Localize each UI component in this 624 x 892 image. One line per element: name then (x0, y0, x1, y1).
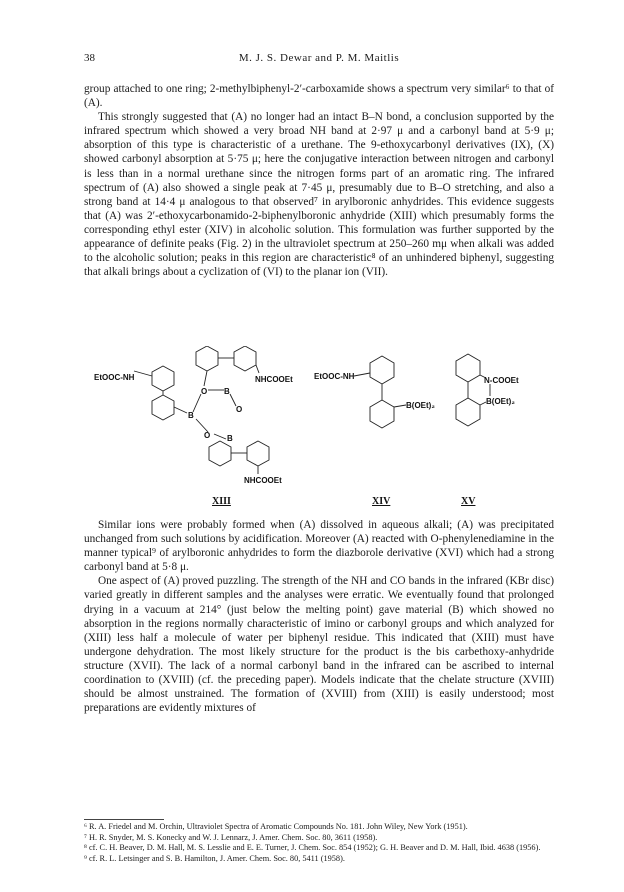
paragraph: One aspect of (A) proved puzzling. The strength of the NH and CO bands in the infrared (KBr disc) varied greatly in different samples and the analyses were erratic. We eventually found that prolonged drying in a vacuum at 214° (just below the melting point) gave material (B) which showed no absorption in the regions normally characteristic of imino or carbonyl groups and which analyzed for (XIII) less half a molecule of water per biphenyl residue. This indicated that (XIII) must have undergone dehydration. The most likely structure for the product is the bis carbethoxy-anhydride structure (XVII). The lack of a normal carbonyl band in the infrared can be ascribed to internal coordination to (XVIII) (cf. the preceding paper). Models indicate that the chelate structure (XVIII) should be almost unstrained. The formation of (XVIII) from (XIII) is easily understood; most preparations are evidently mixtures of (84, 575, 554, 715)
label-o: O (201, 387, 208, 396)
benzene-ring (247, 441, 269, 466)
benzene-ring (196, 346, 218, 371)
label-o: O (204, 431, 211, 440)
body-text-top (84, 82, 554, 279)
structure-figure (84, 346, 554, 508)
footnote: ⁸ cf. C. H. Beaver, D. M. Hall, M. S. Lesslie and E. E. Turner, J. Chem. Soc. 854 (1952); G. H. Beaver and D. M. Hall, Ibid. 4638 (1956). (84, 843, 541, 853)
footnote: ⁶ R. A. Friedel and M. Orchin, Ultraviolet Spectra of Aromatic Compounds No. 181. John Wiley, New York (1951). (84, 822, 468, 831)
running-authors: M. J. S. Dewar and P. M. Maitlis (238, 52, 400, 64)
benzene-ring (209, 441, 231, 466)
label-etooc-nh: EtOOC-NH (94, 373, 135, 382)
benzene-ring (152, 366, 174, 391)
label-nhcooet: NHCOOEt (244, 476, 282, 485)
running-header (84, 52, 554, 68)
compound-number-xiii: XIII (212, 496, 231, 507)
benzene-ring (152, 395, 174, 420)
footnote: ⁹ cf. R. L. Letsinger and S. B. Hamilton, J. Amer. Chem. Soc. 80, 5411 (1958). (84, 853, 345, 863)
label-boet2: B(OEt)₂ (406, 401, 435, 410)
label-o: O (236, 405, 243, 414)
paragraph: group attached to one ring; 2-methylbiphenyl-2′-carboxamide shows a spectrum very similar⁶ to that of (A). (84, 83, 554, 110)
label-b-oet: B(OEt)₂ (486, 397, 515, 406)
label-nhcooet: NHCOOEt (255, 375, 293, 384)
benzene-ring (370, 356, 394, 384)
compound-xiv (354, 356, 406, 428)
footnotes (84, 822, 554, 864)
compound-number-xv: XV (461, 496, 476, 507)
page-number: 38 (84, 52, 95, 64)
label-b: B (227, 434, 233, 443)
paragraph: This strongly suggested that (A) no longer had an intact B–N bond, a conclusion supported by the infrared spectrum which showed a very broad NH band at 2·97 μ and a carbonyl band at 5·9 μ; absorption of this type is characteristic of a urethane. The 9-ethoxycarbonyl derivatives (IX), (X) showed carbonyl absorption at 5·75 μ; here the conjugative interaction between nitrogen and carbonyl is less than in a normal urethane since the nitrogen forms part of an aromatic ring. The infrared spectrum of (A) also showed a single peak at 7·45 μ, presumably due to B–O stretching, and also a strong band at 14·4 μ analogous to that observed⁷ in arylboronic anhydrides. This evidence suggests that (A) was 2′-ethoxycarbonamido-2-biphenylboronic anhydride (XIII) which presumably forms the corresponding ethyl ester (XIV) in alcoholic solution. This formulation was further supported by the appearance of definite peaks (Fig. 2) in the ultraviolet spectrum at 250–260 mμ when alkali was added to the alcoholic solution; peaks in this region are characteristic⁸ of an unhindered biphenyl, suggesting that alkali brings about a cyclization of (VI) to the planar ion (VII). (84, 111, 554, 279)
label-n-cooet: N-COOEt (484, 376, 519, 385)
footnote: ⁷ H. R. Snyder, M. S. Konecky and W. J. Lennarz, J. Amer. Chem. Soc. 80, 3611 (1958). (84, 832, 378, 842)
label-b: B (224, 387, 230, 396)
compound-xv (456, 354, 490, 426)
benzene-ring (456, 354, 480, 382)
benzene-ring (370, 400, 394, 428)
label-b: B (188, 411, 194, 420)
body-text-bottom (84, 518, 554, 715)
compound-xiii (134, 346, 269, 474)
paragraph: Similar ions were probably formed when (A) dissolved in aqueous alkali; (A) was precipitated unchanged from such solutions by acidification. Moreover (A) reacted with O-phenylenediamine in the manner typical⁹ of arylboronic anhydrides to form the diazborole derivative (XVI) which had a strong carbonyl band at 5·8 μ. (84, 519, 554, 574)
label-etooc-nh: EtOOC-NH (314, 372, 355, 381)
compound-number-xiv: XIV (372, 496, 391, 507)
benzene-ring (234, 346, 256, 371)
benzene-ring (456, 398, 480, 426)
footnote-rule (84, 819, 164, 820)
chemical-structures (84, 346, 554, 508)
